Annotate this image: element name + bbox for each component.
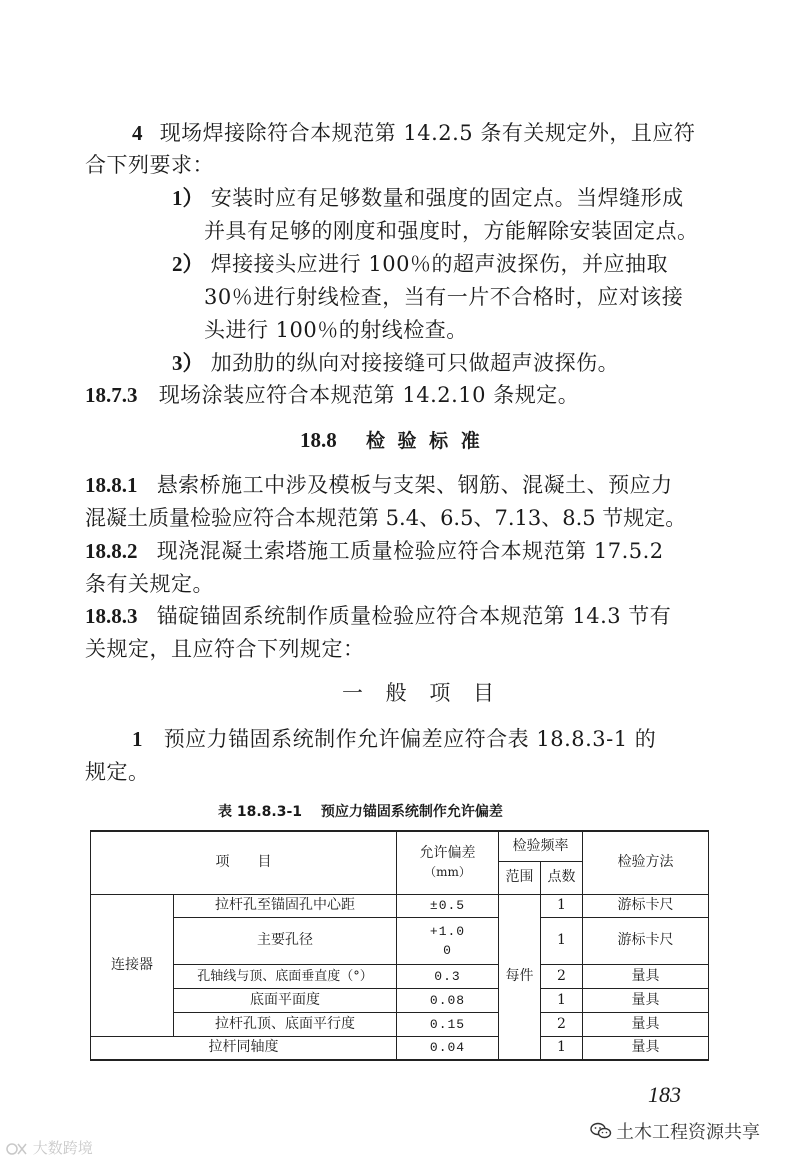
section-title: 检 验 标 准: [365, 430, 483, 452]
sub-item-number: 2）: [172, 252, 204, 276]
tolerance-table: [90, 830, 709, 1061]
sub-item-text: 焊接接头应进行 100％的超声波探伤，并应抽取: [210, 252, 668, 276]
clause-18-7-3: [85, 380, 579, 410]
sub-item-1: [172, 183, 684, 213]
row-method: 量具: [583, 988, 709, 1012]
page-number: 183: [648, 1082, 681, 1107]
clause-text: 锚碇锚固系统制作质量检验应符合本规范第 14.3 节有: [156, 604, 672, 628]
table-row: [91, 917, 709, 964]
row-tolerance: 0.08: [397, 988, 499, 1012]
row-item: 拉杆同轴度: [91, 1036, 397, 1060]
row-method: 量具: [583, 964, 709, 988]
header-frequency: 检验频率: [499, 831, 583, 861]
clause-18-8-2-cont: 条有关规定。: [85, 572, 214, 596]
clause-text: 现场涂装应符合本规范第 14.2.10 条规定。: [158, 383, 580, 407]
clause-text: 现浇混凝土索塔施工质量检验应符合本规范第 17.5.2: [156, 539, 664, 563]
item-text: 现场焊接除符合本规范第 14.2.5 条有关规定外，且应符: [159, 121, 696, 145]
sub-item-2-cont: 30％进行射线检查，当有一片不合格时，应对该接: [204, 285, 684, 309]
clause-number: 18.8.1: [85, 473, 138, 497]
row-method: 量具: [583, 1036, 709, 1060]
row-item: 拉杆孔至锚固孔中心距: [174, 894, 397, 917]
watermark-logo-icon: [6, 1139, 33, 1157]
row-tolerance: 0.04: [397, 1036, 499, 1060]
row-points: 1: [541, 1036, 583, 1060]
row-method: 游标卡尺: [583, 917, 709, 964]
clause-text: 悬索桥施工中涉及模板与支架、钢筋、混凝土、预应力: [156, 473, 673, 497]
watermark-right-text: 土木工程资源共享: [616, 1122, 760, 1143]
sub-item-2: [172, 249, 668, 279]
row-tolerance: ±0.5: [397, 894, 499, 917]
row-tolerance: 0.15: [397, 1012, 499, 1036]
wechat-icon: [590, 1122, 612, 1145]
table-row: [91, 964, 709, 988]
row-item: 拉杆孔顶、底面平行度: [174, 1012, 397, 1036]
row-item: 底面平面度: [174, 988, 397, 1012]
item-1-cont: 规定。: [85, 760, 150, 784]
group-label: 连接器: [91, 894, 174, 1036]
table-header-row: [91, 831, 709, 861]
clause-18-8-1: [85, 470, 673, 500]
table-row: [91, 1036, 709, 1060]
table-row: [91, 894, 709, 917]
table-row: [91, 988, 709, 1012]
table-title: 预应力锚固系统制作允许偏差: [320, 804, 503, 820]
header-item: 项 目: [91, 831, 397, 894]
section-heading: [300, 425, 483, 456]
item-number: 4: [132, 121, 143, 145]
clause-number: 18.8.3: [85, 604, 138, 628]
row-points: 1: [541, 894, 583, 917]
clause-number: 18.8.2: [85, 539, 138, 563]
watermark-right: [590, 1118, 760, 1145]
sub-item-text: 安装时应有足够数量和强度的固定点。当焊缝形成: [210, 186, 684, 210]
row-points: 2: [541, 964, 583, 988]
sub-item-3: [172, 348, 619, 378]
section-number: 18.8: [300, 428, 337, 452]
sub-item-number: 3）: [172, 351, 204, 375]
table-row: [91, 1012, 709, 1036]
item-number: 1: [132, 727, 143, 751]
row-method: 游标卡尺: [583, 894, 709, 917]
item-text: 预应力锚固系统制作允许偏差应符合表 18.8.3-1 的: [163, 727, 657, 751]
table-caption: [218, 802, 503, 822]
row-tolerance: [397, 917, 499, 964]
clause-18-8-3-cont: 关规定，且应符合下列规定：: [85, 637, 365, 661]
row-tolerance-upper: +1.0: [429, 923, 466, 939]
sub-item-2-cont2: 头进行 100％的射线检查。: [204, 318, 468, 342]
header-tolerance-label: 允许偏差: [419, 844, 476, 861]
row-item: 孔轴线与顶、底面垂直度（°）: [174, 964, 397, 988]
row-tolerance: 0.3: [397, 964, 499, 988]
item-1: [132, 724, 656, 754]
watermark-left: [6, 1137, 93, 1158]
sub-item-number: 1）: [172, 186, 204, 210]
sub-item-text: 加劲肋的纵向对接接缝可只做超声波探伤。: [210, 351, 620, 375]
row-method: 量具: [583, 1012, 709, 1036]
clause-number: 18.7.3: [85, 383, 138, 407]
table-number: 表 18.8.3-1: [218, 804, 303, 820]
row-tolerance-lower: 0: [443, 942, 452, 958]
header-tolerance: [397, 831, 499, 894]
header-scope: 范围: [499, 861, 541, 894]
header-tolerance-unit: （mm）: [424, 864, 471, 879]
row-points: 1: [541, 988, 583, 1012]
sub-heading: 一 般 项 目: [342, 681, 503, 705]
clause-18-8-2: [85, 536, 664, 566]
watermark-left-text: 大数跨境: [32, 1139, 93, 1157]
sub-item-1-cont: 并具有足够的刚度和强度时，方能解除安装固定点。: [204, 219, 699, 243]
header-points: 点数: [541, 861, 583, 894]
row-points: 1: [541, 917, 583, 964]
clause-18-8-1-cont: 混凝土质量检验应符合本规范第 5.4、6.5、7.13、8.5 节规定。: [85, 506, 687, 530]
header-method: 检验方法: [583, 831, 709, 894]
scope-value: 每件: [499, 894, 541, 1060]
row-points: 2: [541, 1012, 583, 1036]
item-4: [132, 118, 695, 148]
row-item: 主要孔径: [174, 917, 397, 964]
clause-18-8-3: [85, 601, 671, 631]
item-4-cont: 合下列要求：: [85, 153, 214, 177]
